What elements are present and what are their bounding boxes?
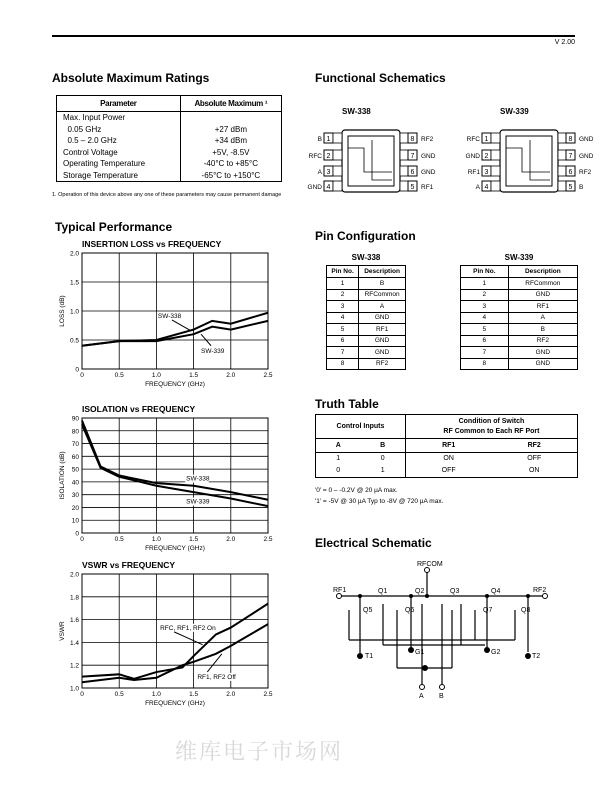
pin-label: RF2 [579, 169, 592, 176]
y-tick-label: 50 [71, 466, 79, 474]
pin-lead [491, 133, 500, 143]
pin-table-sw338 [326, 265, 406, 370]
pin-config-title: Pin Configuration [315, 229, 416, 243]
y-tick-label: 10 [71, 517, 79, 525]
pin-number: 5 [568, 184, 573, 191]
pin-lead [491, 150, 500, 160]
q2-label: Q2 [415, 588, 425, 595]
pin-description: A [359, 301, 406, 313]
col-desc: Description [508, 266, 577, 278]
pin-label: GND [465, 153, 480, 160]
abs-max-table [56, 95, 282, 182]
y-tick-label: 1.2 [69, 662, 79, 670]
pin-number: 8 [461, 358, 509, 370]
q7-label: Q7 [483, 607, 493, 614]
table-row [57, 124, 282, 136]
y-tick-label: 60 [71, 453, 79, 461]
pin-description: GND [359, 335, 406, 347]
pin-lead [333, 133, 342, 143]
truth-notes [315, 485, 443, 507]
truth-cell: 1 [336, 455, 341, 462]
x-tick-label: 0 [80, 691, 84, 698]
package-body [342, 130, 400, 192]
value-cell: -65°C to +150°C [180, 170, 281, 182]
pin-number: 3 [461, 301, 509, 313]
functional-schematics [300, 100, 594, 196]
abs-max-title: Absolute Maximum Ratings [52, 71, 210, 85]
y-tick-label: 1.4 [69, 639, 79, 647]
y-axis-label: ISOLATION (dB) [59, 451, 66, 500]
table-row [57, 135, 282, 147]
truth-cell: 0 [360, 453, 405, 466]
pin-row [327, 312, 406, 324]
pin-row [461, 347, 578, 359]
pin-number: 2 [461, 289, 509, 301]
pin-lead [558, 181, 566, 191]
truth-row [316, 453, 578, 466]
pin-label: RF1 [421, 184, 434, 191]
pin-label: GND [307, 184, 322, 191]
x-tick-label: 2.0 [226, 536, 236, 543]
plot-frame [82, 418, 268, 533]
rf2-label: RF2 [533, 587, 547, 594]
y-tick-label: 0 [75, 366, 79, 374]
rf1-label: RF1 [333, 587, 347, 594]
annotation-label: SW-338 [157, 312, 182, 320]
table-row [57, 112, 282, 124]
pin-number: 3 [484, 169, 489, 176]
value-cell: -40°C to +85°C [180, 158, 281, 170]
pin-lead [558, 133, 566, 143]
truth-table [315, 414, 578, 478]
annotation-arrow [172, 320, 190, 330]
package-body [500, 130, 558, 192]
pin-lead [491, 166, 500, 176]
annotation-label: RF1, RF2 Off [197, 673, 236, 681]
pin-description: GND [508, 347, 577, 359]
pin-lead [400, 181, 408, 191]
pin-label: RF2 [421, 136, 434, 143]
y-tick-label: 0.5 [69, 337, 79, 345]
isolation-chart [55, 401, 285, 557]
y-tick-label: 2.0 [69, 571, 79, 579]
pin-description: A [508, 312, 577, 324]
series-line-sw-338 [82, 421, 268, 500]
pin-number: 4 [327, 312, 359, 324]
pin-row [327, 358, 406, 370]
q3-label: Q3 [450, 588, 460, 595]
x-tick-label: 1.0 [151, 691, 161, 698]
pin-description: RF1 [359, 324, 406, 336]
pin-label: GND [579, 136, 594, 143]
x-tick-label: 1.5 [189, 691, 199, 698]
pin-label: RF1 [467, 169, 480, 176]
y-tick-label: 2.0 [69, 250, 79, 258]
value-cell: +34 dBm [180, 135, 281, 147]
insertion-loss-chart [55, 236, 285, 392]
x-axis-label: FREQUENCY (GHz) [145, 381, 205, 388]
x-tick-label: 0.5 [114, 536, 124, 543]
pin-row [461, 289, 578, 301]
y-tick-label: 70 [71, 441, 79, 449]
condition-header: Condition of Switch [458, 418, 525, 425]
note-logic-1: '1' = -5V @ 30 µA Typ to -8V @ 720 µA max. [315, 498, 444, 505]
x-tick-label: 1.0 [151, 372, 161, 379]
pin-description: RF1 [508, 301, 577, 313]
pin-number: 7 [461, 347, 509, 359]
pin-description: GND [508, 289, 577, 301]
electrical-schematic [325, 560, 560, 700]
control-inputs-header: Control Inputs [316, 415, 406, 439]
truth-cell: 0 [336, 467, 341, 474]
x-tick-label: 2.5 [263, 372, 273, 379]
value-cell: +5V, -8.5V [180, 147, 281, 159]
param-cell: Control Voltage [63, 147, 118, 157]
pin-row [327, 278, 406, 290]
note-logic-0: '0' = 0 – -0.2V @ 20 µA max. [315, 487, 398, 494]
pin-lead [558, 166, 566, 176]
annotation-label: SW-338 [186, 475, 210, 483]
truth-cell: OFF [441, 467, 456, 474]
watermark: 维库电子市场网 [175, 740, 344, 765]
value-cell: +27 dBm [180, 124, 281, 136]
y-tick-label: 0 [75, 530, 79, 538]
pin-label: B [317, 136, 322, 143]
y-tick-label: 1.0 [69, 308, 79, 316]
pin-row [461, 358, 578, 370]
y-tick-label: 20 [71, 504, 79, 512]
pin-number: 6 [327, 335, 359, 347]
chart-title: ISOLATION vs FREQUENCY [82, 404, 196, 414]
pin-number: 2 [327, 289, 359, 301]
pin-number: 4 [484, 184, 489, 191]
truth-cell: OFF [527, 455, 542, 462]
rfcom-label: RFCOM [417, 561, 443, 568]
q1-label: Q1 [378, 588, 388, 595]
pin-lead [491, 181, 500, 191]
param-cell: Operating Temperature [63, 159, 146, 168]
chart-title: INSERTION LOSS vs FREQUENCY [82, 239, 222, 249]
g2-label: G2 [491, 649, 501, 656]
part-name: SW-339 [500, 107, 529, 116]
pin-table-sw339 [460, 265, 578, 370]
param-cell: 0.05 GHz [63, 124, 102, 134]
functional-schematics-title: Functional Schematics [315, 71, 446, 85]
header-rule [52, 35, 575, 37]
series-line-sw-339 [82, 321, 268, 346]
y-tick-label: 80 [71, 428, 79, 436]
col-rf1: RF1 [442, 442, 456, 449]
version-label: V 2.00 [554, 39, 575, 46]
y-tick-label: 1.8 [69, 594, 79, 602]
y-tick-label: 1.5 [69, 279, 79, 287]
x-axis-label: FREQUENCY (GHz) [145, 700, 205, 707]
col-pin: Pin No. [327, 266, 359, 278]
pin-lead [333, 166, 342, 176]
pin-number: 5 [327, 324, 359, 336]
x-tick-label: 1.5 [189, 536, 199, 543]
pin-number: 1 [327, 278, 359, 290]
pin-number: 8 [410, 136, 415, 143]
pin-number: 5 [461, 324, 509, 336]
col-pin: Pin No. [461, 266, 509, 278]
pin-row [327, 301, 406, 313]
q4-label: Q4 [491, 588, 501, 595]
pin-row [327, 324, 406, 336]
pin-number: 4 [326, 184, 331, 191]
x-tick-label: 0 [80, 536, 84, 543]
pin-number: 3 [326, 169, 331, 176]
x-tick-label: 0.5 [114, 372, 124, 379]
param-cell: Storage Temperature [63, 170, 139, 180]
pin-description: B [359, 278, 406, 290]
pin-description: RFCommon [508, 278, 577, 290]
pin-number: 2 [326, 153, 331, 160]
col-abs-max: Absolute Maximum ¹ [180, 96, 281, 112]
pin-row [461, 335, 578, 347]
annotation-label: SW-339 [201, 347, 225, 355]
truth-cell: ON [443, 455, 454, 462]
pin-label: A [317, 169, 322, 176]
truth-row [316, 465, 578, 478]
pin-number: 3 [327, 301, 359, 313]
pin-number: 7 [327, 347, 359, 359]
param-cell: Max. Input Power [63, 113, 126, 122]
pin-number: 6 [461, 335, 509, 347]
x-tick-label: 2.0 [226, 372, 236, 379]
pin-description: RF2 [359, 358, 406, 370]
pin-lead [400, 150, 408, 160]
pin-label: GND [421, 153, 436, 160]
a-label: A [419, 693, 424, 700]
abs-max-footnote: 1. Operation of this device above any one of these parameters may cause permanent damage [52, 192, 282, 198]
t2-label: T2 [532, 653, 541, 660]
vswr-chart [55, 557, 285, 713]
truth-table-title: Truth Table [315, 397, 379, 411]
pin-description: B [508, 324, 577, 336]
pin-lead [558, 150, 566, 160]
pin-label: A [475, 184, 480, 191]
y-tick-label: 1.0 [69, 685, 79, 693]
col-a: A [335, 442, 341, 449]
pin-sw339-label: SW-339 [504, 253, 534, 262]
param-cell: 0.5 – 2.0 GHz [63, 136, 117, 145]
pin-description: RF2 [508, 335, 577, 347]
pin-label: RFC [308, 153, 322, 160]
pin-lead [400, 166, 408, 176]
y-axis-label: LOSS (dB) [59, 295, 66, 327]
pin-number: 1 [326, 136, 331, 143]
pin-description: GND [359, 312, 406, 324]
x-tick-label: 0.5 [114, 691, 124, 698]
pin-description: RFCommon [359, 289, 406, 301]
pin-row [461, 278, 578, 290]
truth-cell: ON [528, 467, 540, 474]
pin-row [327, 289, 406, 301]
pin-description: GND [359, 347, 406, 359]
q5-label: Q5 [363, 607, 373, 614]
pin-row [461, 312, 578, 324]
pin-label: GND [421, 169, 436, 176]
pin-sw338-label: SW-338 [351, 253, 381, 262]
table-row [57, 147, 282, 159]
pin-number: 1 [461, 278, 509, 290]
pin-row [461, 301, 578, 313]
x-tick-label: 0 [80, 372, 84, 379]
col-desc: Description [359, 266, 406, 278]
pin-row [327, 347, 406, 359]
chart-title: VSWR vs FREQUENCY [82, 560, 176, 570]
x-tick-label: 2.0 [226, 691, 236, 698]
pin-label: GND [579, 153, 594, 160]
y-tick-label: 1.6 [69, 617, 79, 625]
pin-number: 7 [410, 153, 415, 160]
q8-label: Q8 [521, 607, 531, 614]
pin-label: RFC [466, 136, 480, 143]
pin-row [461, 324, 578, 336]
x-tick-label: 2.5 [263, 536, 273, 543]
x-tick-label: 2.5 [263, 691, 273, 698]
col-parameter: Parameter [57, 96, 181, 112]
table-row [57, 170, 282, 182]
pin-lead [333, 181, 342, 191]
pin-number: 6 [568, 169, 573, 176]
pin-number: 8 [568, 136, 573, 143]
t1-label: T1 [365, 653, 374, 660]
pin-number: 7 [568, 153, 573, 160]
schematic-sw-338 [308, 107, 436, 192]
pin-number: 1 [484, 136, 489, 143]
pin-number: 4 [461, 312, 509, 324]
y-tick-label: 30 [71, 492, 79, 500]
pin-lead [333, 150, 342, 160]
col-b: B [360, 439, 405, 453]
pin-label: B [579, 184, 584, 191]
pin-number: 2 [484, 153, 489, 160]
pin-lead [400, 133, 408, 143]
x-tick-label: 1.0 [151, 536, 161, 543]
table-row [57, 158, 282, 170]
value-cell [180, 112, 281, 124]
pin-number: 5 [410, 184, 415, 191]
schematic-sw-339 [466, 107, 594, 192]
x-axis-label: FREQUENCY (GHz) [145, 545, 205, 552]
condition-subheader: RF Common to Each RF Port [443, 428, 540, 435]
x-tick-label: 1.5 [189, 372, 199, 379]
annotation-label: SW-339 [186, 498, 210, 506]
pin-row [327, 335, 406, 347]
q6-label: Q6 [405, 607, 415, 614]
y-tick-label: 40 [71, 479, 79, 487]
pin-number: 6 [410, 169, 415, 176]
b-label: B [439, 693, 444, 700]
annotation-label: RFC, RF1, RF2 On [160, 624, 216, 632]
y-axis-label: VSWR [59, 621, 66, 641]
col-rf2: RF2 [527, 442, 541, 449]
electrical-schematic-title: Electrical Schematic [315, 536, 432, 550]
pin-number: 8 [327, 358, 359, 370]
g1-label: G1 [415, 649, 425, 656]
y-tick-label: 90 [71, 415, 79, 423]
pin-description: GND [508, 358, 577, 370]
typical-performance-title: Typical Performance [55, 220, 173, 234]
part-name: SW-338 [342, 107, 371, 116]
truth-cell: 1 [360, 465, 405, 478]
